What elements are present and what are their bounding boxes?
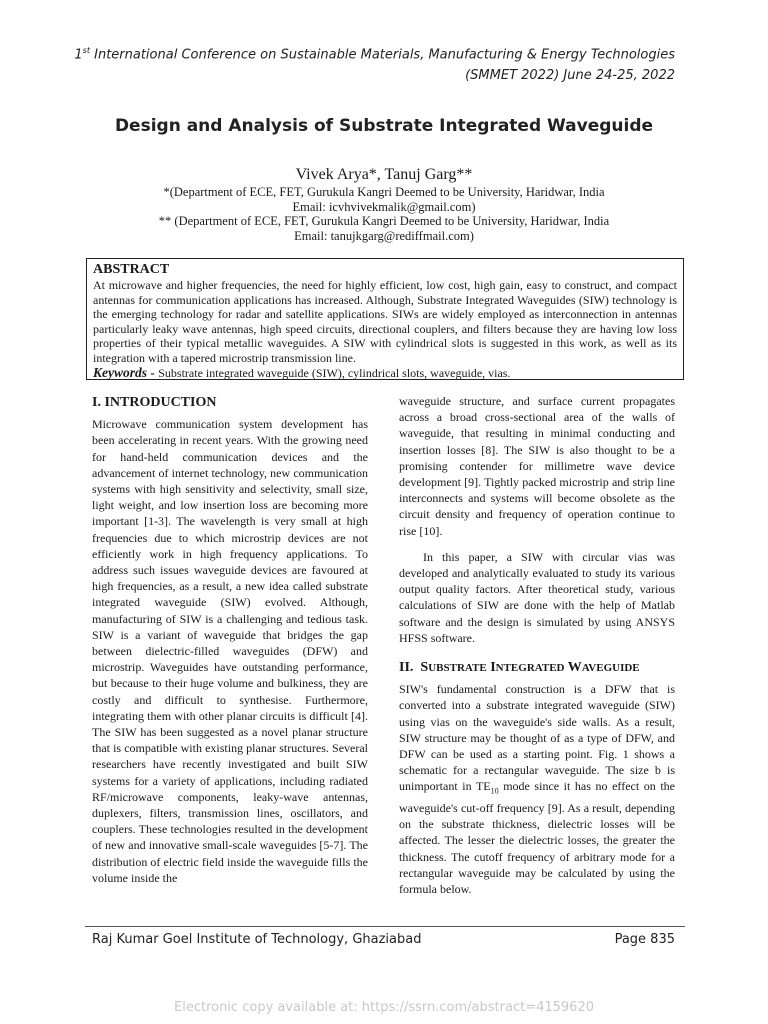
conference-line-1: 1st International Conference on Sustainable Materials, Manufacturing & Energy Technologies — [74, 46, 675, 63]
intro-paragraph-1: Microwave communication system development has been accelerating in recent years. With the growing need for hand-held communication devices and the advancement of internet technology, new communication systems with high sensitivity and selectivity, small size, light weight, and low insertion loss are becoming more important [1-3]. The wavelength is very small at high frequencies due to which microstrip devices are not efficiently work in high frequency applications. To address such issues waveguide devices are favoured at high frequencies, as a result, a new idea called substrate integrated waveguide (SIW) evolved. Although, manufacturing of SIW is a challenging and tedious task. SIW is a variant of waveguide that bridges the gap between dielectric-filled waveguides (DFW) and microstrip. Waveguides have outstanding performance, but because to their huge volume and bulkiness, they are costly and difficult to synthesise. Furthermore, integrating them with other planar circuits is difficult [4]. The SIW has been suggested as a novel planar structure that is compatible with existing planar structures. Several researchers have recently investigated and built SIW systems for a variety of applications, including radiated RF/microwave components, leaky-wave antennas, duplexers, filters, transmission lines, oscillators, and couplers. These technologies resulted in the development of new and innovative small-scale waveguides [5-7]. The distribution of electric field inside the waveguide fills the volume inside the — [92, 417, 368, 885]
affiliation-2: ** (Department of ECE, FET, Gurukula Kangri Deemed to be University, Haridwar, India — [158, 214, 610, 228]
keywords — [93, 366, 677, 381]
abstract-text: At microwave and higher frequencies, the need for highly efficient, low cost, high gain, easy to construct, and compact antennas for communication applications has increased. Although, Substrate Integrated Waveguides (SIW) technology is the emerging technology for radar and satellite applications. SIWs are widely employed as interconnection in antennas particularly leaky wave antennas, high speed circuits, directional couplers, and filters because they are having low loss properties of their typical metallic waveguides. A SIW with cylindrical slots is suggested in this work, as well as its integration with a tapered microstrip transmission line. — [93, 278, 677, 365]
ssrn-watermark: Electronic copy available at: https://ssrn.com/abstract=4159620 — [174, 1000, 594, 1015]
conference-line-2: (SMMET 2022) June 24-25, 2022 — [465, 68, 675, 84]
affiliation-1-email: Email: icvhvivekmalik@gmail.com) — [292, 199, 476, 214]
abstract-box — [86, 258, 684, 380]
affiliation-2-email: Email: tanujkgarg@rediffmail.com) — [294, 228, 474, 243]
right-column — [399, 393, 675, 897]
conference-header — [0, 40, 675, 86]
affiliations — [0, 185, 768, 243]
intro-paragraph-1-continued: waveguide structure, and surface current propagates across a broad cross-sectional area of the walls of waveguide, that resulting in minimal conducting and insertion losses [8]. The SIW is also thought to be a promising contender for millimetre wave device development [9]. Tightly packed microstrip and strip line interconnects and systems will become obsolete as the circuit density and frequency of operation continue to rise [10]. — [399, 394, 675, 538]
section-1-heading: I. INTRODUCTION — [92, 395, 217, 410]
left-column — [92, 393, 368, 886]
affiliation-1: *(Department of ECE, FET, Gurukula Kangri Deemed to be University, Haridwar, India — [163, 185, 605, 199]
footer-institute: Raj Kumar Goel Institute of Technology, Ghaziabad — [92, 932, 422, 947]
keywords-label: Keywords - — [93, 364, 159, 380]
siw-paragraph-1: SIW's fundamental construction is a DFW that is converted into a substrate integrated waveguide (SIW) using vias on the waveguide's side walls. As a result, SIW structure may be thought of as a type of DFW, and DFW can be used as a starting point. Fig. 1 shows a schematic for a rectangular waveguide. The size b is unimportant in $TE_{10}$ mode since it has no effect on the waveguide's cut-off frequency [9]. As a result, depending on the substrate thickness, dielectric losses will be affected. The lesser the dielectric losses, the greater the thickness. The cutoff frequency of arbitrary mode for a rectangular waveguide may be calculated by using the formula below. — [399, 682, 676, 897]
intro-paragraph-2: In this paper, a SIW with circular vias was developed and analytically evaluated to study its various output quality factors. After theoretical study, various calculations of SIW are done with the help of Matlab software and the design is simulated by using ANSYS HFSS software. — [399, 549, 675, 645]
authors: Vivek Arya*, Tanuj Garg** — [295, 166, 473, 183]
paper-title: Design and Analysis of Substrate Integrated Waveguide — [114, 116, 654, 136]
keywords-text: Substrate integrated waveguide (SIW), cylindrical slots, waveguide, vias. — [158, 365, 511, 380]
section-2-heading: II. SUBSTRATE INTEGRATED WAVEGUIDE — [399, 660, 640, 676]
abstract-heading: ABSTRACT — [93, 262, 170, 277]
footer-divider — [85, 926, 685, 927]
page-number: Page 835 — [614, 932, 675, 947]
